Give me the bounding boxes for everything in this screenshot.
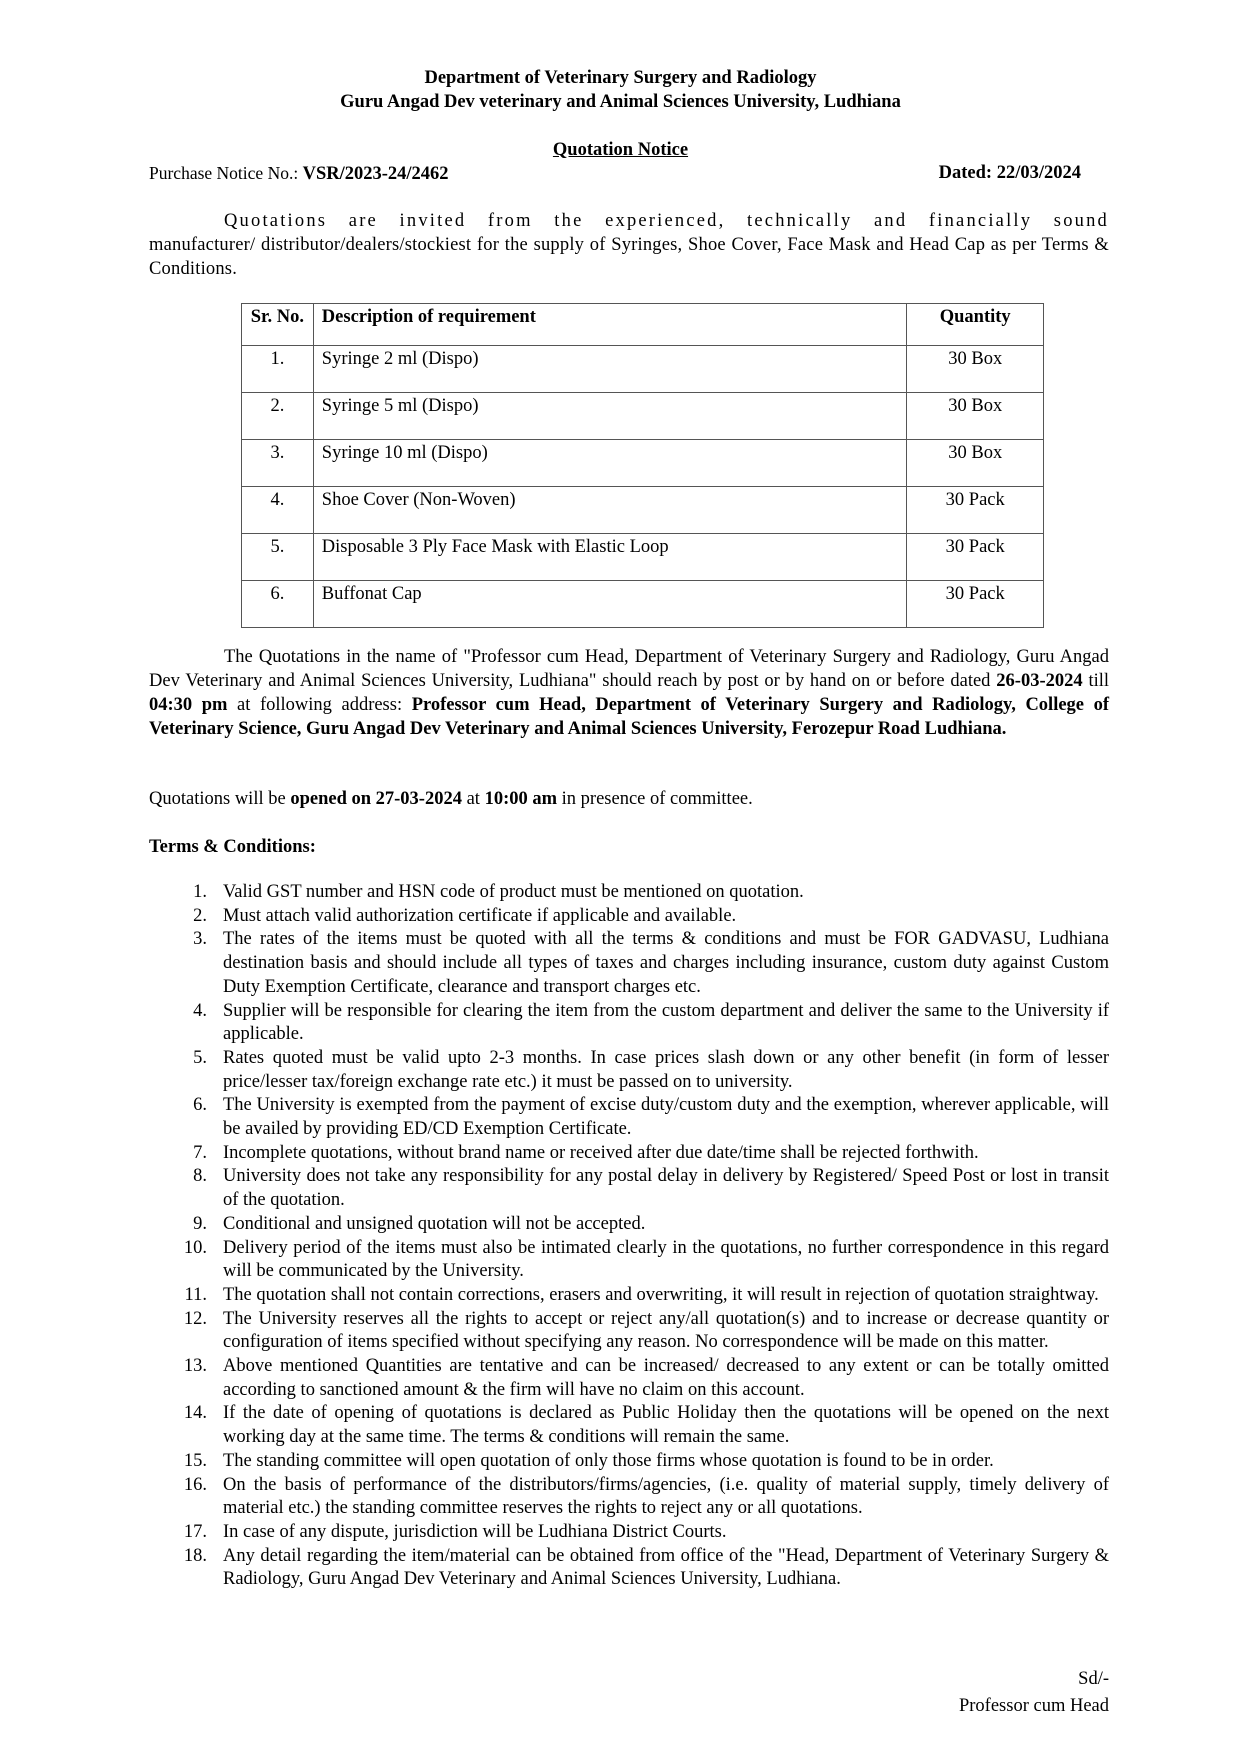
submission-paragraph — [149, 645, 1109, 741]
term-number: 4. — [193, 1000, 207, 1021]
submission-date: 26-03-2024 — [996, 671, 1083, 691]
list-item — [173, 1237, 1109, 1284]
purchase-notice-value: VSR/2023-24/2462 — [302, 164, 449, 184]
term-text: Supplier will be responsible for clearing the item from the custom department and deliver the same to the University if applicable. — [223, 1000, 1109, 1045]
list-item — [173, 1521, 1109, 1545]
term-number: 11. — [184, 1284, 207, 1305]
list-item — [173, 1450, 1109, 1474]
table-header-row — [242, 304, 1044, 346]
submission-time: 04:30 pm — [149, 695, 228, 715]
list-item — [173, 1308, 1109, 1355]
row-quantity: 30 Box — [907, 393, 1044, 440]
list-item — [173, 1402, 1109, 1449]
list-item — [173, 1474, 1109, 1521]
notice-date: Dated: 22/03/2024 — [938, 163, 1081, 183]
term-text: Valid GST number and HSN code of product must be mentioned on quotation. — [223, 882, 804, 902]
term-text: Must attach valid authorization certificate if applicable and available. — [223, 905, 737, 926]
row-description: Syringe 2 ml (Dispo) — [313, 346, 907, 393]
opening-text-3: in presence of committee. — [557, 789, 753, 809]
signature-sd: Sd/- — [1078, 1669, 1109, 1689]
purchase-notice-row — [149, 163, 1081, 185]
list-item — [173, 881, 1109, 905]
term-text: The University reserves all the rights to accept or reject any/all quotation(s) and to increase or decrease quantity or configuration of items specified without specifying any reason. No correspondence will be made on this matter. — [223, 1308, 1109, 1353]
row-description: Buffonat Cap — [313, 581, 907, 628]
header-description: Description of requirement — [313, 304, 907, 346]
list-item — [173, 1355, 1109, 1402]
term-text: In case of any dispute, jurisdiction will be Ludhiana District Courts. — [223, 1521, 727, 1542]
row-sr-no: 3. — [242, 440, 314, 487]
row-description: Syringe 5 ml (Dispo) — [313, 393, 907, 440]
list-item — [173, 1142, 1109, 1166]
row-sr-no: 2. — [242, 393, 314, 440]
submission-text-1: The Quotations in the name of "Professor cum Head, Department of Veterinary Surgery and Radiology, Guru Angad Dev Veterinary and Animal Sciences University, Ludhiana" should reach by post or by hand on or before dated — [149, 647, 1109, 691]
terms-heading: Terms & Conditions: — [149, 837, 316, 857]
submission-text-2: till — [1082, 671, 1110, 691]
list-item — [173, 1284, 1109, 1308]
term-text: Rates quoted must be valid upto 2-3 months. In case prices slash down or any other benefit (in form of lesser price/lesser tax/foreign exchange rate etc.) it must be passed on to university. — [223, 1047, 1109, 1092]
term-number: 5. — [193, 1047, 207, 1068]
university-heading: Guru Angad Dev veterinary and Animal Sciences University, Ludhiana — [340, 92, 901, 112]
term-number: 14. — [183, 1403, 207, 1424]
opening-date: opened on 27-03-2024 — [290, 789, 462, 809]
term-number: 10. — [183, 1237, 207, 1258]
opening-time: 10:00 am — [484, 789, 558, 809]
header-quantity: Quantity — [907, 304, 1044, 346]
term-text: Above mentioned Quantities are tentative and can be increased/ decreased to any extent or can be totally omitted according to sanctioned amount & the firm will have no claim on this account. — [223, 1356, 1109, 1400]
term-text: The rates of the items must be quoted with all the terms & conditions and must be FOR GADVASU, Ludhiana destination basis and should include all types of taxes and charges including insurance, custom duty against Custom Duty Exemption Certificate, clearance and transport charges etc. — [223, 929, 1109, 997]
term-text: The quotation shall not contain corrections, erasers and overwriting, it will result in rejection of quotation straightway. — [223, 1284, 1099, 1305]
row-quantity: 30 Pack — [907, 581, 1044, 628]
notice-title: Quotation Notice — [552, 140, 689, 160]
table-row — [242, 534, 1044, 581]
opening-text-1: Quotations will be — [149, 789, 291, 809]
term-number: 7. — [193, 1142, 207, 1163]
intro-line-rest: manufacturer/ distributor/dealers/stockiest for the supply of Syringes, Shoe Cover, Face Mask and Head Cap as per Terms & Conditions. — [149, 235, 1109, 279]
term-number: 2. — [193, 905, 207, 926]
term-text: Delivery period of the items must also be intimated clearly in the quotations, no further correspondence in this regard will be communicated by the University. — [223, 1237, 1109, 1282]
term-number: 12. — [183, 1308, 207, 1329]
signature-designation: Professor cum Head — [958, 1696, 1109, 1716]
submission-text-3: at following address: — [227, 695, 412, 715]
row-sr-no: 4. — [242, 487, 314, 534]
term-number: 13. — [183, 1356, 207, 1377]
term-text: Conditional and unsigned quotation will not be accepted. — [223, 1213, 646, 1234]
table-row — [242, 487, 1044, 534]
purchase-notice-label: Purchase Notice No.: — [149, 163, 303, 183]
row-sr-no: 5. — [242, 534, 314, 581]
purchase-notice-number — [149, 163, 449, 185]
list-item — [173, 1047, 1109, 1094]
table-row — [242, 581, 1044, 628]
term-text: If the date of opening of quotations is declared as Public Holiday then the quotations will be opened on the next working day at the same time. The terms & conditions will remain the same. — [223, 1403, 1109, 1448]
intro-paragraph — [149, 209, 1109, 281]
list-item — [173, 928, 1109, 999]
term-number: 15. — [183, 1450, 207, 1471]
term-number: 18. — [183, 1545, 207, 1566]
term-text: The standing committee will open quotation of only those firms whose quotation is found to be in order. — [223, 1450, 994, 1471]
department-heading: Department of Veterinary Surgery and Radiology — [424, 68, 817, 88]
requirements-table — [241, 303, 1044, 628]
row-description: Syringe 10 ml (Dispo) — [313, 440, 907, 487]
row-description: Disposable 3 Ply Face Mask with Elastic Loop — [313, 534, 907, 581]
term-text: University does not take any responsibility for any postal delay in delivery by Registered/ Speed Post or lost in transit of the quotation. — [223, 1166, 1109, 1211]
term-number: 9. — [193, 1213, 207, 1234]
term-number: 3. — [193, 929, 207, 950]
list-item — [173, 905, 1109, 929]
list-item — [173, 1000, 1109, 1047]
row-quantity: 30 Pack — [907, 487, 1044, 534]
row-sr-no: 6. — [242, 581, 314, 628]
row-quantity: 30 Pack — [907, 534, 1044, 581]
term-text: The University is exempted from the payment of excise duty/custom duty and the exemption, wherever applicable, will be availed by providing ED/CD Exemption Certificate. — [223, 1095, 1109, 1140]
row-sr-no: 1. — [242, 346, 314, 393]
opening-text-2: at — [461, 789, 485, 809]
term-text: Incomplete quotations, without brand name or received after due date/time shall be rejected forthwith. — [223, 1142, 979, 1163]
term-number: 1. — [193, 882, 207, 902]
list-item — [173, 1545, 1109, 1592]
row-description: Shoe Cover (Non-Woven) — [313, 487, 907, 534]
terms-list — [173, 881, 1109, 1592]
list-item — [173, 1213, 1109, 1237]
table-row — [242, 393, 1044, 440]
table-row — [242, 346, 1044, 393]
list-item — [173, 1165, 1109, 1212]
term-number: 6. — [193, 1095, 207, 1116]
list-item — [173, 1094, 1109, 1141]
row-quantity: 30 Box — [907, 440, 1044, 487]
term-number: 16. — [183, 1474, 207, 1495]
opening-paragraph — [149, 787, 1109, 811]
submission-address: Professor cum Head, Department of Veterinary Surgery and Radiology, College of Veterinary Science, Guru Angad Dev Veterinary and Animal Sciences University, Ferozepur Road Ludhiana. — [149, 695, 1109, 739]
header-sr-no: Sr. No. — [242, 304, 314, 346]
term-text: Any detail regarding the item/material can be obtained from office of the "Head, Department of Veterinary Surgery & Radiology, Guru Angad Dev Veterinary and Animal Sciences University, Ludhiana. — [223, 1545, 1109, 1590]
term-text: On the basis of performance of the distributors/firms/agencies, (i.e. quality of material supply, timely delivery of material etc.) the standing committee reserves the rights to reject any or all quotations. — [223, 1474, 1109, 1519]
term-number: 17. — [183, 1521, 207, 1542]
row-quantity: 30 Box — [907, 346, 1044, 393]
intro-line-1: Quotations are invited from the experienced, technically and financially sound — [224, 211, 1109, 231]
table-row — [242, 440, 1044, 487]
term-number: 8. — [193, 1166, 207, 1187]
